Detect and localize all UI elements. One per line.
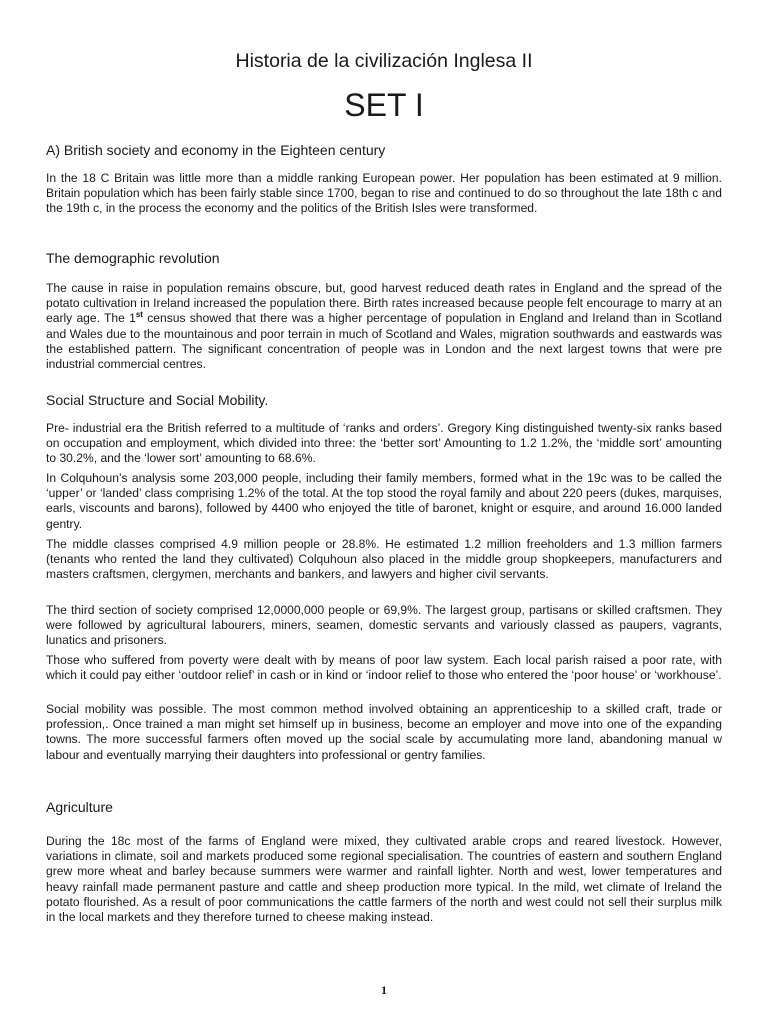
page-number: 1 [381,983,387,997]
paragraph-agriculture: During the 18c most of the farms of England were mixed, they cultivated arable crops and reared livestock. However, variations in climate, soil and markets produced some regional specialisation. The countries of eastern and southern England grew more wheat and barley because summers were warmer and rainfall lighter. North and west, lower temperatures and heavy rainfall made permanent pasture and cattle and sheep production more typical. In the mild, wet climate of Ireland the potato flourished. As a result of poor communications the cattle farmers of the north and west could not sell their surplus milk in the local markets and they therefore turned to cheese making instead. [46,834,722,925]
section-heading-demographic: The demographic revolution [46,250,220,266]
paragraph-demographic [46,281,722,372]
section-heading-social-structure: Social Structure and Social Mobility. [46,392,269,408]
paragraph-ranks: Pre- industrial era the British referred to a multitude of ‘ranks and orders’. Gregory King distinguished twenty-six ranks based on occupation and employment, which divided into three: the ‘better sort’ Amounting to 1.2 1.2%, the ‘middle sort’ amounting to 30.2%, and the ‘lower sort’ amounting to 68.6%. [46,421,722,466]
demographic-text-part2: census showed that there was a higher percentage of population in England and Ireland than in Scotland and Wales due to the mountainous and poor terrain in much of Scotland and Wales, migration southwards and eastwards was the established pattern. The significant concentration of people was in London and the next largest towns that were pre industrial commercial centres. [46,311,722,372]
set-title: SET I [344,87,424,123]
demographic-text-part1: The cause in raise in population remains obscure, but, good harvest reduced death rates in England and the spread of the potato cultivation in Ireland increased the population there. Birth rates increased because people felt encourage to marry at an early age. The 1 [46,281,722,326]
paragraph-poverty: Those who suffered from poverty were dealt with by means of poor law system. Each local parish raised a poor rate, with which it could pay either ‘outdoor relief’ in cash or in kind or ‘indoor relief to those who entered the ‘poor house’ or ‘workhouse’. [46,653,722,683]
document-title: Historia de la civilización Inglesa II [235,50,533,72]
section-heading-british-society: A) British society and economy in the Eighteen century [46,142,386,158]
paragraph-middle-classes: The middle classes comprised 4.9 million people or 28.8%. He estimated 1.2 million freeholders and 1.3 million farmers (tenants who rented the land they cultivated) Colquhoun also placed in the middle group shopkeepers, manufacturers and masters craftsmen, clergymen, merchants and bankers, and lawyers and higher civil servants. [46,537,722,582]
paragraph-intro: In the 18 C Britain was little more than a middle ranking European power. Her population has been estimated at 9 million. Britain population which has been fairly stable since 1700, began to rise and continued to do so throughout the late 18th c and the 19th c, in the process the economy and the politics of the British Isles were transformed. [46,171,722,216]
paragraph-colquhoun-upper: In Colquhoun’s analysis some 203,000 people, including their family members, formed what in the 19c was to be called the ‘upper’ or ‘landed’ class comprising 1.2% of the total. At the top stood the royal family and about 220 peers (dukes, marquises, earls, viscounts and barons), followed by 4400 who enjoyed the title of baronet, knight or esquire, and around 16.000 landed gentry. [46,471,722,531]
paragraph-social-mobility: Social mobility was possible. The most common method involved obtaining an apprenticeship to a skilled craft, trade or profession,. Once trained a man might set himself up in business, become an employer and move into one of the expanding towns. The more successful farmers often moved up the social scale by accumulating more land, abandoning manual w labour and eventually marrying their daughters into professional or gentry families. [46,702,722,762]
superscript-ordinal: st [135,310,143,320]
section-heading-agriculture: Agriculture [46,799,113,815]
paragraph-third-section: The third section of society comprised 12,0000,000 people or 69,9%. The largest group, partisans or skilled craftsmen. They were followed by agricultural labourers, miners, seamen, domestic servants and variously classed as paupers, vagrants, lunatics and prisoners. [46,603,722,648]
